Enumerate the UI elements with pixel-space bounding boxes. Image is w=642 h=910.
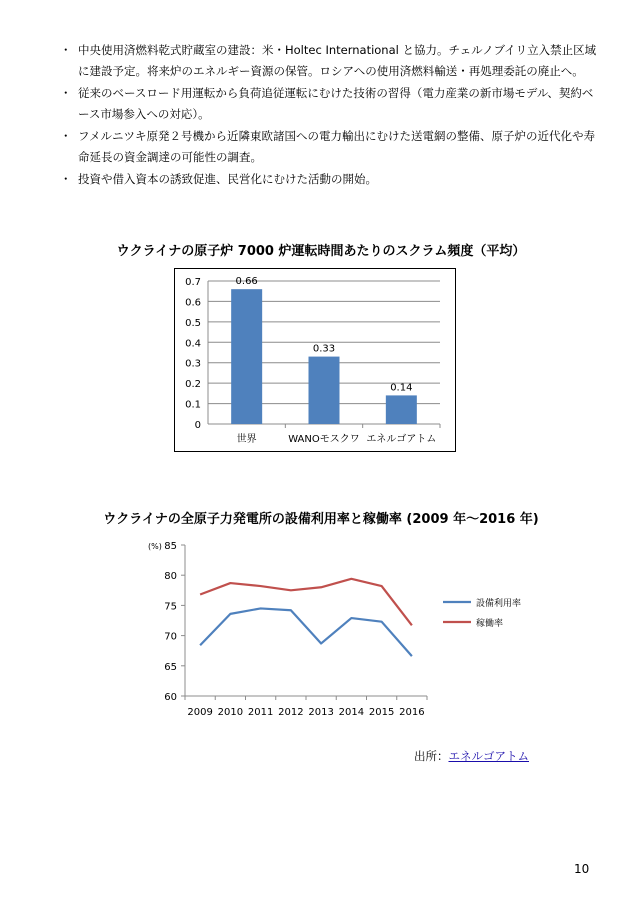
legend-label: 稼働率 — [476, 619, 504, 629]
series-line — [200, 608, 412, 656]
scram-chart-frame — [174, 268, 456, 452]
bullet-symbol: ・ — [60, 129, 72, 143]
data-label: 0.14 — [390, 382, 413, 394]
x-tick-label: 2011 — [247, 707, 274, 718]
y-tick-label: 0.4 — [185, 338, 201, 350]
x-tick-label: 2010 — [217, 707, 244, 718]
x-tick-label: 2014 — [338, 707, 365, 718]
bullet-text: 投資や借入資本の誘致促進、民営化にむけた活動の開始。 — [78, 172, 377, 186]
bullet-list — [60, 40, 600, 191]
bar — [386, 395, 417, 424]
list-item — [60, 40, 600, 82]
list-item — [60, 83, 600, 125]
x-tick-label: 世界 — [236, 434, 257, 445]
x-tick-label: 2012 — [278, 707, 304, 718]
x-tick-label: 2015 — [368, 707, 395, 718]
y-tick-label: 80 — [164, 571, 177, 583]
source-note — [414, 748, 529, 764]
bullet-symbol: ・ — [60, 86, 72, 100]
y-tick-label: 0.1 — [185, 399, 201, 411]
scram-bar-chart — [175, 269, 455, 451]
y-unit-label: (%) — [148, 542, 162, 551]
y-tick-label: 85 — [164, 541, 177, 552]
y-tick-label: 0.3 — [185, 358, 201, 370]
source-label: 出所： — [414, 749, 449, 763]
utilization-line-chart — [140, 534, 540, 724]
scram-chart-title: ウクライナの原子炉 7000 炉運転時間あたりのスクラム頻度（平均） — [116, 244, 526, 259]
y-tick-label: 75 — [164, 601, 177, 613]
list-item — [60, 169, 600, 190]
list-item — [60, 126, 600, 168]
bullet-symbol: ・ — [60, 43, 72, 57]
x-tick-label: 2009 — [187, 707, 213, 718]
x-tick-label: 2016 — [399, 707, 425, 718]
y-tick-label: 65 — [164, 661, 177, 673]
y-tick-label: 60 — [164, 692, 177, 703]
data-label: 0.33 — [312, 343, 336, 355]
series-line — [200, 579, 412, 626]
legend-label: 設備利用率 — [476, 599, 522, 609]
bullet-text: 中央使用済燃料乾式貯蔵室の建設：米・Holtec International と協力。チェルノブイリ立入禁止区域に建設予定。将来炉のエネルギー資源の保管。ロシアへの使用済燃料輸送・再処理委託の廃止へ。 — [78, 43, 597, 78]
y-tick-label: 0.6 — [185, 297, 201, 309]
y-tick-label: 0.5 — [185, 317, 201, 329]
bullet-symbol: ・ — [60, 172, 72, 186]
data-label: 0.66 — [235, 276, 258, 288]
x-tick-label: 2013 — [308, 707, 334, 718]
bar — [309, 357, 340, 424]
y-tick-label: 0.2 — [185, 379, 201, 391]
source-link[interactable]: エネルゴアトム — [448, 749, 529, 763]
bullet-text: 従来のベースロード用運転から負荷追従運転にむけた技術の習得（電力産業の新市場モデル、契約ベース市場参入への対応）。 — [78, 86, 594, 121]
x-tick-label: WANOモスクワ — [288, 434, 360, 445]
utilization-chart-title: ウクライナの全原子力発電所の設備利用率と稼働率 (2009 年～2016 年) — [103, 512, 539, 527]
y-tick-label: 0.7 — [185, 277, 201, 288]
page-number: 10 — [574, 862, 590, 876]
bar — [231, 289, 262, 424]
y-tick-label: 70 — [164, 631, 177, 643]
y-tick-label: 0 — [194, 420, 201, 431]
x-tick-label: エネルゴアトム — [366, 434, 437, 445]
bullet-text: フメルニツキ原発２号機から近隣東欧諸国への電力輸出にむけた送電網の整備、原子炉の近代化や寿命延長の資金調達の可能性の調査。 — [78, 129, 596, 164]
